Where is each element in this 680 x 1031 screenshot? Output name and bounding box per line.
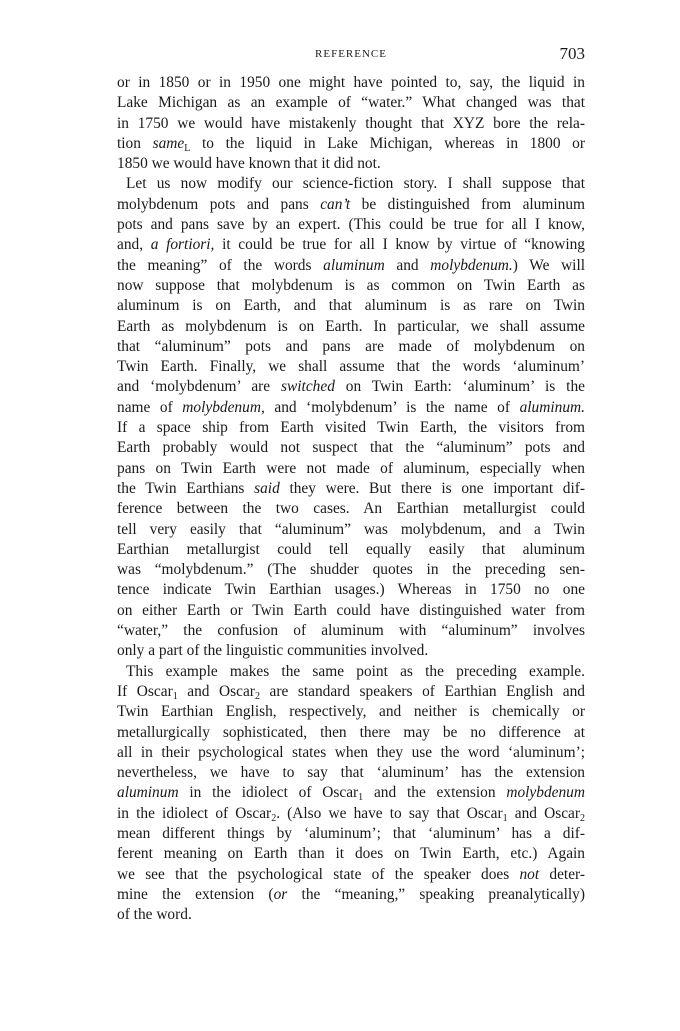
text-span: and, [117, 236, 151, 254]
text-span: tion [117, 134, 153, 152]
text-line [117, 154, 585, 174]
text-span: ference between the two cases. An Earthian metallurgist could [117, 500, 585, 518]
text-line [117, 134, 585, 154]
text-span: tence indicate Twin Earthian usages.) Whereas in 1750 no one [117, 581, 585, 599]
text-line [117, 580, 585, 600]
text-line [117, 357, 585, 377]
text-line [117, 641, 585, 661]
text-span: the meaning” of the words [117, 256, 324, 274]
text-span: name of [117, 398, 183, 416]
italic-span: aluminum. [519, 398, 585, 416]
text-span: in the idiolect of Oscar [178, 784, 359, 802]
text-span: the Twin Earthians [117, 479, 255, 497]
text-span: Earth probably would not suspect that the “aluminum” pots and [117, 439, 585, 457]
text-span: to the liquid in Lake Michigan, whereas in 1800 or [190, 134, 586, 152]
text-span: Let us now modify our science-fiction story. I shall suppose that [126, 175, 585, 193]
text-line [117, 215, 585, 235]
text-span: Twin Earthian English, respectively, and neither is chemically or [117, 703, 585, 721]
text-line [117, 418, 585, 438]
text-line [117, 540, 585, 560]
text-span: Earthian metallurgist could tell equally easily that aluminum [117, 540, 585, 558]
text-span: deter- [539, 865, 585, 883]
text-line [117, 885, 585, 905]
text-line [117, 682, 585, 702]
text-span: and the extension [363, 784, 507, 802]
body-text [117, 73, 585, 925]
text-span: are standard speakers of Earthian English and [259, 682, 585, 700]
text-line [117, 256, 585, 276]
text-span: or in 1850 or in 1950 one might have pointed to, say, the liquid in [117, 74, 585, 91]
text-line [117, 195, 585, 215]
italic-span: or [273, 885, 288, 903]
text-line [117, 723, 585, 743]
italic-span: aluminum [117, 784, 179, 802]
text-line [117, 337, 585, 357]
text-line [117, 702, 585, 722]
subscript: 1 [172, 690, 178, 702]
italic-span: molybdenum, [182, 398, 265, 416]
text-span: mine the extension ( [117, 885, 274, 903]
text-span: they were. But there is one important dif- [279, 479, 585, 497]
italic-span: a fortiori, [150, 236, 215, 254]
running-head [117, 44, 585, 68]
text-span: was “molybdenum.” (The shudder quotes in the preceding sen- [117, 561, 585, 579]
text-line [117, 93, 585, 113]
text-span: all in their psychological states when they use the word ‘aluminum’; [117, 743, 585, 761]
text-span: . (Also we have to say that Oscar [276, 804, 503, 822]
text-line [117, 296, 585, 316]
text-line [117, 824, 585, 844]
italic-span: not [519, 865, 540, 883]
text-span: only a part of the linguistic communities involved. [117, 642, 429, 660]
text-span: and Oscar [507, 804, 581, 822]
text-span: that “aluminum” pots and pans are made of molybdenum on [117, 337, 585, 355]
text-line [117, 276, 585, 296]
text-line [117, 905, 585, 925]
text-line [117, 865, 585, 885]
text-line [117, 844, 585, 864]
paragraph-2 [117, 174, 585, 661]
text-line [117, 73, 585, 93]
paragraph-1 [117, 73, 585, 174]
text-line [117, 377, 585, 397]
text-span: mean different things by ‘aluminum’; that ‘aluminum’ has a dif- [117, 824, 585, 842]
text-line [117, 520, 585, 540]
text-span: nevertheless, we have to say that ‘aluminum’ has the extension [117, 764, 585, 782]
text-line [117, 560, 585, 580]
text-line [117, 174, 585, 194]
text-line [117, 317, 585, 337]
italic-span: aluminum [323, 256, 385, 274]
text-span: now suppose that molybdenum is as common on Twin Earth as [117, 276, 585, 294]
italic-span: can’t [320, 195, 351, 213]
italic-span: same [152, 134, 185, 152]
text-line [117, 783, 585, 803]
subscript: 2 [580, 812, 586, 824]
text-line [117, 804, 585, 824]
subscript: 1 [358, 792, 364, 804]
italic-span: molybdenum [506, 784, 585, 802]
text-span: and Oscar [177, 682, 255, 700]
text-span: in 1750 we would have mistakenly thought that XYZ bore the rela- [117, 114, 585, 132]
text-span: the “meaning,” speaking preanalytically) [287, 885, 585, 903]
text-span: This example makes the same point as the preceding example. [126, 662, 585, 680]
subscript: L [184, 142, 191, 154]
text-span: on either Earth or Twin Earth could have distinguished water from [117, 601, 585, 619]
text-span: pots and pans save by an expert. (This could be true for all I know, [117, 216, 585, 234]
subscript: 2 [254, 690, 260, 702]
text-span: ferent meaning on Earth than it does on Twin Earth, etc.) Again [117, 845, 585, 863]
text-span: ) We will [512, 256, 586, 274]
subscript: 1 [502, 812, 508, 824]
text-line [117, 743, 585, 763]
text-line [117, 662, 585, 682]
text-span: Twin Earth. Finally, we shall assume that the words ‘aluminum’ [117, 358, 585, 376]
text-span: tell very easily that “aluminum” was molybdenum, and a Twin [117, 520, 585, 538]
text-line [117, 601, 585, 621]
text-span: metallurgically sophisticated, then there may be no difference at [117, 723, 585, 741]
text-span: be distinguished from aluminum [350, 195, 585, 213]
text-span: 1850 we would have known that it did not. [117, 155, 381, 173]
text-line [117, 459, 585, 479]
text-span: on Twin Earth: ‘aluminum’ is the [334, 378, 585, 396]
text-line [117, 235, 585, 255]
text-span: and ‘molybdenum’ is the name of [264, 398, 520, 416]
text-line [117, 763, 585, 783]
text-span: of the word. [117, 906, 192, 924]
text-line [117, 114, 585, 134]
page-number: 703 [559, 44, 585, 63]
text-span: molybdenum pots and pans [117, 195, 321, 213]
text-span: it could be true for all I know by virtue of “knowing [214, 236, 585, 254]
text-span: and ‘molybdenum’ are [117, 378, 282, 396]
italic-span: said [254, 479, 280, 497]
text-line [117, 499, 585, 519]
text-span: aluminum is on Earth, and that aluminum is as rare on Twin [117, 297, 585, 315]
text-span: in the idiolect of Oscar [117, 804, 272, 822]
text-line [117, 398, 585, 418]
text-span: we see that the psychological state of the speaker does [117, 865, 520, 883]
running-title: REFERENCE [315, 48, 387, 60]
text-span: Earth as molybdenum is on Earth. In particular, we shall assume [117, 317, 585, 335]
text-line [117, 438, 585, 458]
text-span: If a space ship from Earth visited Twin Earth, the visitors from [117, 419, 585, 437]
italic-span: switched [281, 378, 335, 396]
subscript: 2 [271, 812, 277, 824]
text-line [117, 479, 585, 499]
text-span: “water,” the confusion of aluminum with “aluminum” involves [117, 622, 585, 640]
text-span: pans on Twin Earth were not made of aluminum, especially when [117, 459, 585, 477]
text-span: Lake Michigan as an example of “water.” What changed was that [117, 94, 585, 112]
paragraph-3 [117, 662, 585, 926]
text-line [117, 621, 585, 641]
text-span: If Oscar [117, 682, 173, 700]
text-span: and [384, 256, 431, 274]
italic-span: molybdenum. [430, 256, 513, 274]
